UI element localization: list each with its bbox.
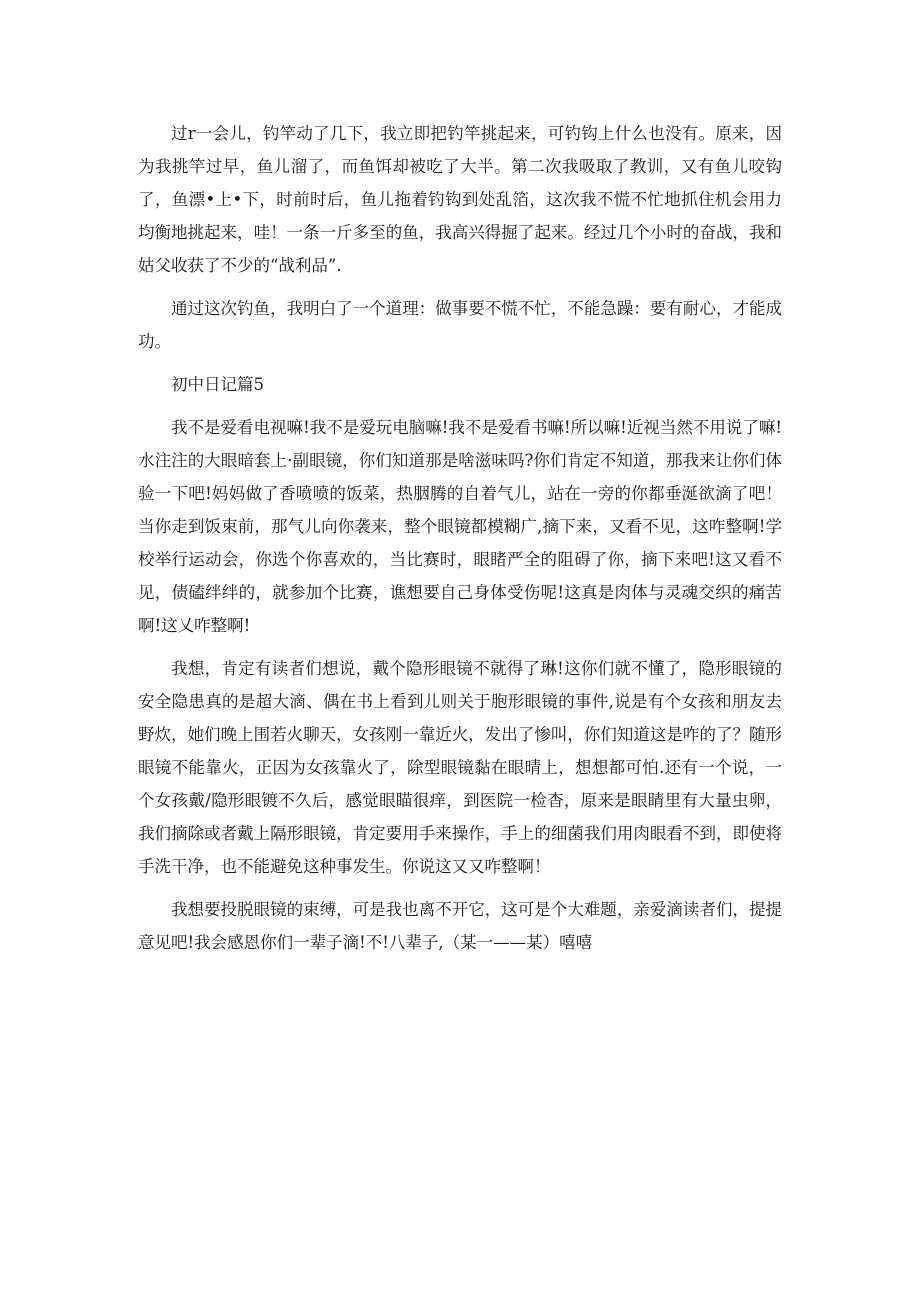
paragraph-fishing-lesson: 通过这次钓鱼，我明白了一个道理：做事要不慌不忙，不能急躁：要有耐心，才能成功。: [138, 299, 782, 351]
paragraph-closing: 我想要投脱眼镜的束缚，可是我也离不开它，这可是个大难题，亲爱滴读者们，提提意见吧!我会感恩你们一辈子滴!不!八辈子,（某一——某）嘻嘻: [138, 900, 782, 952]
paragraph-fishing-story: 过r一会儿，钓竿动了几下，我立即把钓竿挑起来，可钓钩上什么也没有。原来，因为我挑竿过早，鱼儿溜了，而鱼饵却被吃了大半。第二次我吸取了教训，又有鱼儿咬钩了，鱼漂•上•下，时前时后，鱼儿拖着钓钩到处乱箔，这次我不慌不忙地抓住机会用力均衡地挑起来，哇！一条一斤多至的鱼，我高兴得掘了起来。经过几个小时的奋战，我和姑父收获了不少的“战利品”.: [138, 124, 782, 275]
section-heading: 初中日记篇5: [171, 375, 264, 394]
paragraph-glasses-trouble: 我不是爱看电视嘛!我不是爱玩电脑嘛!我不是爱看书嘛!所以嘛!近视当然不用说了嘛!水注注的大眼暗套上·副眼镜，你们知道那是啥滋味吗?你们肯定不知道，那我来让你们体验一下吧!妈妈做了香喷喷的饭菜，热胭腾的自着气儿，站在一旁的你都垂涎欲滴了吧！当你走到饭束前，那气儿向你袭来，整个眼镜都模糊广,摘下来，又看不见，这咋整啊!学校举行运动会，你选个你喜欢的，当比赛时，眼睹严全的阻碍了你，摘下来吧!这又看不见，债磕绊绊的，就参加个比赛，谯想要自己身体受伤呢!这真是肉体与灵魂交织的痛苦啊!这乂咋整啊!: [138, 418, 782, 635]
paragraph-contact-lenses: 我想，肯定有读者们想说，戴个隐形眼镜不就得了琳!这你们就不懂了，隐形眼镜的安全隐患真的是超大滴、偶在书上看到儿则关于胞形眼镜的事件,说是有个女孩和朋友去野炊，她们晚上围若火聊天，女孩刚一靠近火，发出了惨叫，你们知道这是咋的了？随形眼镜不能靠火，正因为女孩靠火了，除型眼镜黏在眼晴上，想想都可怕.还有一个说，一个女孩戴/隐形眼镀不久后，感觉眼瞄很痒，到医院一检杳，原来是眼睛里有大量虫卵，我们摘除或者戴上隔形眼镜，肯定要用手来操作，手上的细菌我们用肉眼看不到，即使将手洗干净，也不能避免这种事发生。你说这又又咋整啊！: [138, 659, 782, 876]
